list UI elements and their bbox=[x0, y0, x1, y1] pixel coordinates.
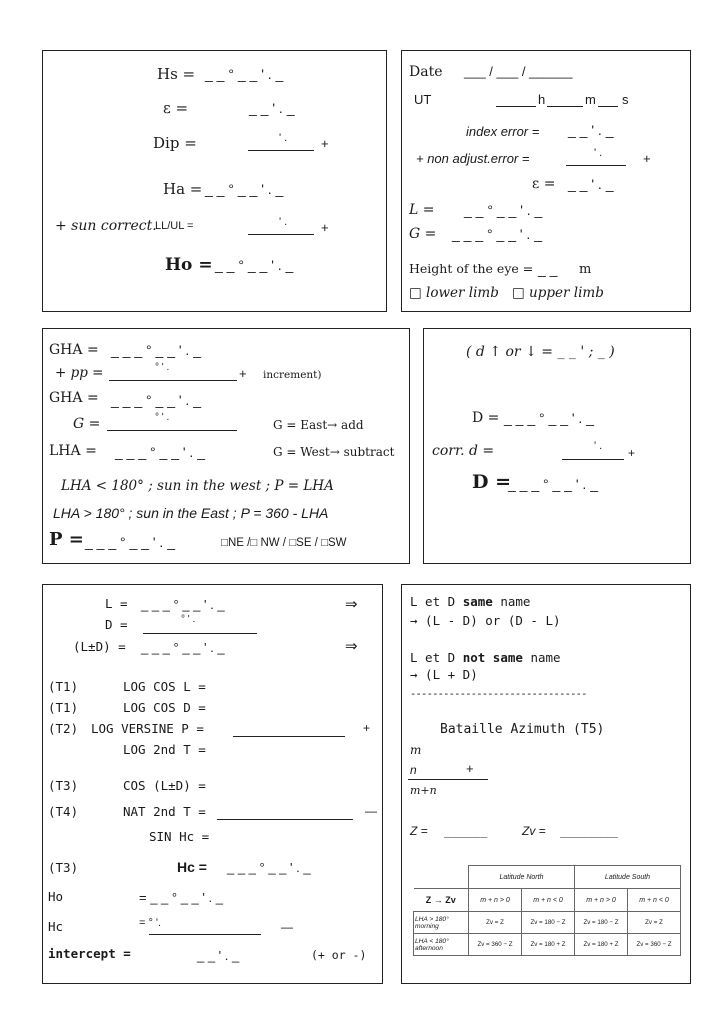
corr-d-label: corr. d = bbox=[432, 443, 495, 459]
longitude-field[interactable]: _ _ _ ° _ _ ' . _ bbox=[452, 226, 542, 242]
col-header-2: m + n < 0 bbox=[522, 889, 575, 912]
computation-box bbox=[42, 584, 383, 984]
sun-correct-label: + sun correct. bbox=[55, 218, 157, 234]
latitude-field[interactable]: _ _ ° _ _ ' . _ bbox=[464, 202, 543, 218]
date-label: Date bbox=[409, 64, 443, 80]
plus-sign: + bbox=[466, 761, 474, 776]
dd-field[interactable]: _ _ _ ° _ _ ' . _ bbox=[508, 476, 598, 492]
ld-arrow: ⇒ bbox=[345, 638, 358, 655]
sin-hc-label: SIN Hc = bbox=[149, 829, 210, 844]
upper-limb-checkbox[interactable]: □ upper limb bbox=[512, 285, 604, 301]
fraction-line bbox=[408, 779, 488, 780]
dip-sign: + bbox=[321, 136, 329, 151]
col-header-4: m + n < 0 bbox=[628, 889, 681, 912]
sun-limb-label: LL/UL = bbox=[155, 220, 194, 232]
pp-sign: + bbox=[239, 366, 247, 381]
quadrant-checkboxes[interactable]: □NE /□ NW / □SE / □SW bbox=[221, 537, 347, 549]
m-label: m bbox=[410, 743, 422, 757]
longitude-label: G = bbox=[409, 226, 437, 242]
zv-field[interactable]: ________ bbox=[560, 824, 618, 838]
l-plusminus-d-label: (L±D) = bbox=[73, 639, 126, 654]
non-adjust-error-field[interactable]: ' . bbox=[594, 147, 603, 159]
pp-note: increment) bbox=[263, 369, 322, 381]
eye-height-label: Height of the eye = bbox=[409, 261, 534, 276]
gha2-label: GHA = bbox=[49, 390, 99, 406]
gha1-label: GHA = bbox=[49, 342, 99, 358]
nat-2nd-t-input-line[interactable] bbox=[217, 819, 353, 820]
l-plusminus-d-field[interactable]: _ _ _ ° _ _ ' . _ bbox=[141, 640, 225, 655]
cell-r1c1: Zv = Z bbox=[469, 912, 522, 934]
gha2-field[interactable]: _ _ _ ° _ _ ' . _ bbox=[111, 392, 201, 408]
col-header-3: m + n > 0 bbox=[575, 889, 628, 912]
same-name-formula: → (L - D) or (D - L) bbox=[410, 613, 561, 628]
index-error-label: index error = bbox=[466, 124, 540, 139]
d-label: D = bbox=[472, 410, 500, 426]
ut-label: UT bbox=[414, 92, 432, 107]
ha-label: Ha = bbox=[163, 180, 203, 198]
divider: -------------------------------- bbox=[410, 688, 587, 700]
latitude-label: L = bbox=[409, 202, 435, 218]
z-field[interactable]: ______ bbox=[444, 824, 488, 838]
eps2-field[interactable]: _ _ ' . _ bbox=[568, 176, 614, 192]
index-error-field[interactable]: _ _ ' . _ bbox=[568, 122, 614, 138]
bataille-title: Bataille Azimuth (T5) bbox=[440, 722, 605, 737]
cell-r2c3: Zv = 180 + Z bbox=[575, 934, 628, 956]
nat-2nd-t-sign: — bbox=[365, 804, 377, 818]
log-2nd-t-label: LOG 2nd T = bbox=[123, 742, 206, 757]
d-sign-field[interactable]: ( d ↑ or ↓ = _ _ ' ; _ ) bbox=[466, 344, 615, 360]
non-adjust-error-sign: + bbox=[643, 151, 651, 166]
row-label-afternoon: LHA < 180° afternoon bbox=[414, 934, 469, 956]
azimuth-conversion-table bbox=[413, 865, 681, 956]
eps2-label: ε = bbox=[532, 176, 556, 192]
cell-r2c2: Zv = 180 + Z bbox=[522, 934, 575, 956]
not-same-name-rule: L et D not same name bbox=[410, 650, 561, 665]
rule-west: LHA < 180° ; sun in the west ; P = LHA bbox=[61, 478, 334, 494]
hour-angle-box bbox=[42, 328, 410, 564]
gha1-field[interactable]: _ _ _ ° _ _ ' . _ bbox=[111, 342, 201, 358]
hc2-sign: — bbox=[281, 920, 293, 934]
lha-label: LHA = bbox=[49, 443, 97, 459]
eye-height-unit: m bbox=[579, 262, 592, 277]
d-field[interactable]: ° ' . bbox=[181, 614, 196, 625]
l-arrow: ⇒ bbox=[345, 596, 358, 613]
ho-field[interactable]: _ _ ° _ _ ' . _ bbox=[215, 257, 294, 273]
eps-field[interactable]: _ _ ' . _ bbox=[249, 100, 295, 116]
pp-label: + pp = bbox=[55, 365, 104, 381]
n-label: n bbox=[410, 763, 417, 777]
cell-r2c4: Zv = 360 − Z bbox=[628, 934, 681, 956]
row-label-morning: LHA > 180° morning bbox=[414, 912, 469, 934]
dd-label: D = bbox=[472, 471, 512, 493]
ho-field[interactable]: = _ _ ° _ _ ' . _ bbox=[139, 890, 223, 905]
date-field[interactable]: ___ / ___ / ______ bbox=[464, 64, 573, 79]
sun-correct-field[interactable]: ' . bbox=[279, 216, 288, 228]
g-field[interactable]: ° ' . bbox=[155, 412, 170, 423]
corr-d-sign: + bbox=[628, 446, 636, 460]
ut-minutes: m bbox=[585, 92, 596, 107]
row-tag-3: (T2) bbox=[48, 721, 79, 736]
g-west-rule: G = West→ subtract bbox=[273, 445, 395, 459]
cell-r2c1: Zv = 360 − Z bbox=[469, 934, 522, 956]
lower-limb-checkbox[interactable]: □ lower limb bbox=[409, 285, 499, 301]
table-corner: Z → Zv bbox=[414, 889, 469, 912]
log-versine-p-label: LOG VERSINE P = bbox=[91, 721, 204, 736]
ho-label: Ho bbox=[48, 889, 64, 904]
l-field[interactable]: _ _ _ ° _ _ ' . _ bbox=[141, 597, 225, 612]
cell-r1c3: Zv = 180 − Z bbox=[575, 912, 628, 934]
versine-input-line[interactable] bbox=[233, 736, 345, 737]
hs-field[interactable]: _ _ ° _ _ ' . _ bbox=[205, 66, 284, 82]
azimuth-box bbox=[401, 584, 691, 984]
hc2-label: Hc bbox=[48, 919, 64, 934]
lat-north-header: Latitude North bbox=[469, 866, 575, 889]
log-cos-d-label: LOG COS D = bbox=[123, 700, 206, 715]
l-label: L = bbox=[105, 596, 128, 611]
g-label: G = bbox=[73, 416, 101, 432]
ut-seconds: s bbox=[622, 92, 629, 107]
row-tag-2: (T1) bbox=[48, 700, 79, 715]
nat-2nd-t-label: NAT 2nd T = bbox=[123, 804, 206, 819]
hc-label: Hc = bbox=[177, 859, 207, 875]
non-adjust-error-label: + non adjust.error = bbox=[416, 151, 530, 166]
same-name-rule: L et D same name bbox=[410, 594, 531, 609]
z-label: Z = bbox=[410, 824, 428, 838]
eps-label: ε = bbox=[163, 99, 189, 117]
hs-label: Hs = bbox=[157, 65, 196, 83]
t3-tag: (T3) bbox=[48, 778, 79, 793]
intercept-label: intercept = bbox=[48, 946, 131, 961]
intercept-field[interactable]: _ _ ' . _ bbox=[197, 948, 240, 963]
g-east-rule: G = East→ add bbox=[273, 418, 364, 432]
not-same-name-formula: → (L + D) bbox=[410, 667, 478, 682]
log-cos-l-label: LOG COS L = bbox=[123, 679, 206, 694]
sextant-altitude-box bbox=[42, 50, 387, 312]
corr-d-field[interactable]: ' . bbox=[594, 440, 603, 452]
p-field[interactable]: _ _ _ ° _ _ ' . _ bbox=[85, 534, 175, 550]
d-label: D = bbox=[105, 617, 128, 632]
dip-label: Dip = bbox=[153, 134, 197, 152]
lat-south-header: Latitude South bbox=[575, 866, 681, 889]
d-field[interactable]: _ _ _ ° _ _ ' . _ bbox=[504, 410, 594, 426]
m-plus-n-label: m+n bbox=[410, 784, 437, 797]
ut-hours: h bbox=[538, 92, 546, 107]
lha-field[interactable]: _ _ _ ° _ _ ' . _ bbox=[115, 444, 205, 460]
ha-field[interactable]: _ _ ° _ _ ' . _ bbox=[205, 181, 284, 197]
eye-height-field[interactable]: _ _ bbox=[538, 261, 558, 277]
versine-sign: + bbox=[363, 721, 371, 735]
t4-tag: (T4) bbox=[48, 804, 79, 819]
rule-east: LHA > 180° ; sun in the East ; P = 360 - LHA bbox=[53, 505, 329, 521]
hc-field[interactable]: _ _ _ ° _ _ ' . _ bbox=[227, 860, 311, 875]
cos-l-plusminus-d-label: COS (L±D) = bbox=[123, 778, 206, 793]
col-header-1: m + n > 0 bbox=[469, 889, 522, 912]
row-tag-1: (T1) bbox=[48, 679, 79, 694]
observation-info-box bbox=[401, 50, 691, 312]
intercept-note: (+ or -) bbox=[311, 948, 367, 962]
pp-field[interactable]: ° ' . bbox=[155, 362, 170, 373]
cell-r1c2: Zv = 180 − Z bbox=[522, 912, 575, 934]
hc-tag: (T3) bbox=[48, 860, 79, 875]
sun-correct-sign: + bbox=[321, 220, 329, 235]
hc2-field[interactable]: = ° '. bbox=[139, 917, 162, 929]
p-label: P = bbox=[49, 529, 84, 550]
declination-box bbox=[423, 328, 691, 564]
cell-r1c4: Zv = Z bbox=[628, 912, 681, 934]
ho-label: Ho = bbox=[165, 255, 213, 275]
zv-label: Zv = bbox=[522, 824, 546, 838]
dip-field[interactable]: ' . bbox=[279, 132, 288, 144]
